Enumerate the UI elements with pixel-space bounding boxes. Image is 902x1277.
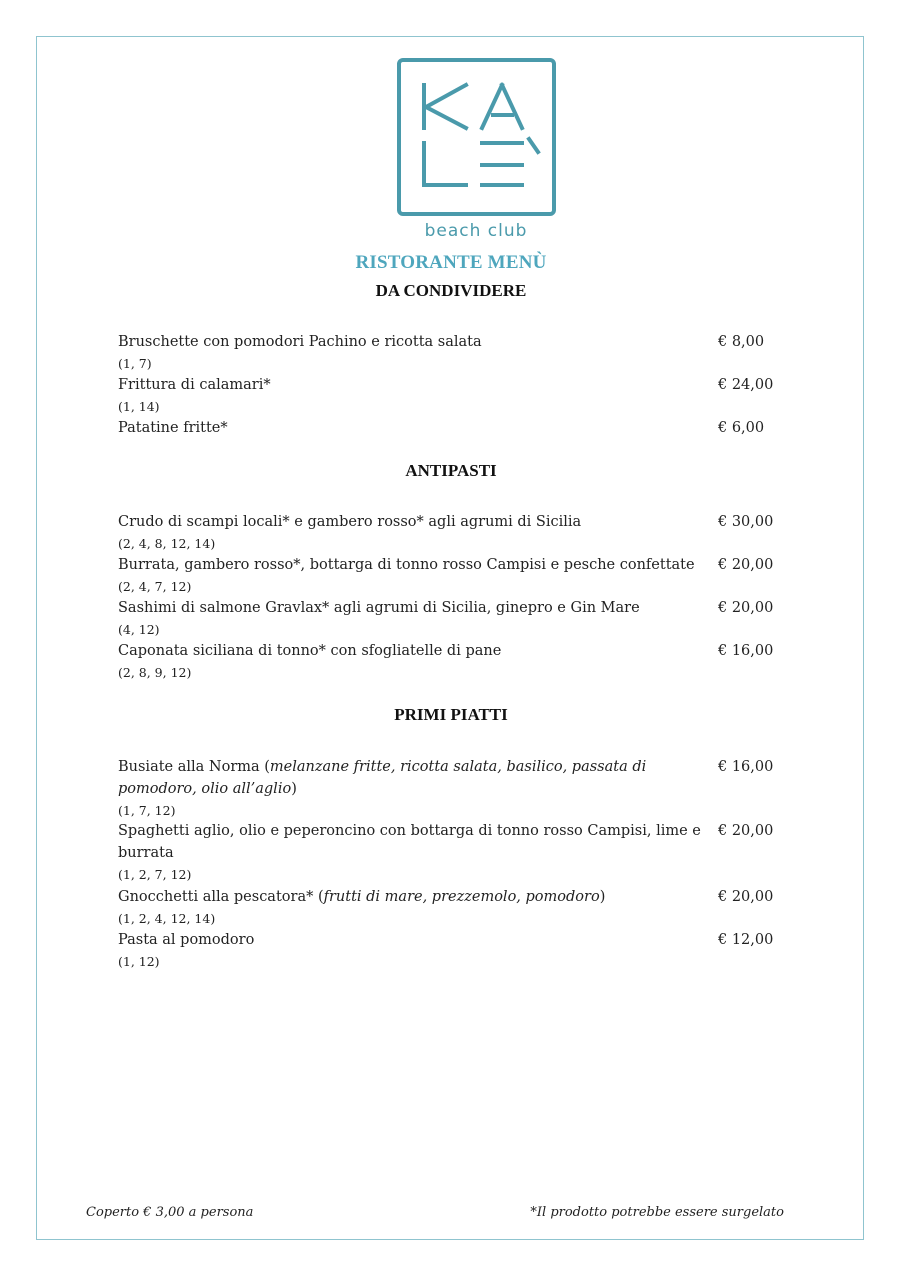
menu-item bbox=[118, 554, 778, 597]
item-allergens: (1, 2, 4, 12, 14) bbox=[118, 911, 216, 926]
item-price: € 16,00 bbox=[718, 643, 774, 659]
item-allergens: (2, 4, 7, 12) bbox=[118, 579, 192, 594]
item-name: Patatine fritte* bbox=[118, 420, 228, 436]
menu-item bbox=[118, 756, 778, 821]
item-name bbox=[118, 756, 703, 800]
menu-item bbox=[118, 640, 778, 683]
menu-item bbox=[118, 331, 778, 374]
item-name: Frittura di calamari* bbox=[118, 377, 271, 393]
cover-charge-note: Coperto € 3,00 a persona bbox=[86, 1205, 254, 1220]
logo-tagline: beach club bbox=[424, 221, 528, 241]
item-price: € 30,00 bbox=[718, 514, 774, 530]
item-price: € 20,00 bbox=[718, 823, 774, 839]
item-name bbox=[118, 886, 703, 908]
item-name-start: Busiate alla Norma ( bbox=[118, 759, 270, 775]
menu-item bbox=[118, 597, 778, 640]
menu-item bbox=[118, 820, 778, 885]
kale-logo bbox=[396, 57, 557, 241]
item-name: Spaghetti aglio, olio e peperoncino con bottarga di tonno rosso Campisi, lime e burrata bbox=[118, 823, 701, 861]
item-name-start: Gnocchetti alla pescatora* ( bbox=[118, 889, 324, 905]
item-allergens: (2, 8, 9, 12) bbox=[118, 665, 192, 680]
item-name: Sashimi di salmone Gravlax* agli agrumi di Sicilia, ginepro e Gin Mare bbox=[118, 600, 640, 616]
item-price: € 6,00 bbox=[718, 420, 765, 436]
item-price: € 20,00 bbox=[718, 889, 774, 905]
item-allergens: (1, 12) bbox=[118, 954, 160, 969]
item-price: € 20,00 bbox=[718, 600, 774, 616]
item-price: € 16,00 bbox=[718, 759, 774, 775]
item-name: Burrata, gambero rosso*, bottarga di tonno rosso Campisi e pesche confettate bbox=[118, 557, 695, 573]
item-allergens: (1, 14) bbox=[118, 399, 160, 414]
frozen-product-note: *Il prodotto potrebbe essere surgelato bbox=[530, 1205, 784, 1220]
item-price: € 8,00 bbox=[718, 334, 765, 350]
item-price: € 24,00 bbox=[718, 377, 774, 393]
item-name: Crudo di scampi locali* e gambero rosso* agli agrumi di Sicilia bbox=[118, 514, 582, 530]
item-name-end: ) bbox=[291, 781, 297, 797]
item-allergens: (1, 7, 12) bbox=[118, 803, 176, 818]
logo-image bbox=[396, 57, 557, 241]
section-heading-primi: PRIMI PIATTI bbox=[394, 705, 508, 724]
item-description: frutti di mare, prezzemolo, pomodoro bbox=[323, 889, 600, 905]
menu-title: RISTORANTE MENÙ bbox=[355, 252, 547, 273]
item-price: € 12,00 bbox=[718, 932, 774, 948]
item-allergens: (2, 4, 8, 12, 14) bbox=[118, 536, 216, 551]
section-heading-condividere: DA CONDIVIDERE bbox=[375, 281, 527, 300]
item-allergens: (1, 2, 7, 12) bbox=[118, 867, 192, 882]
item-name-end: ) bbox=[599, 889, 606, 905]
item-name: Pasta al pomodoro bbox=[118, 932, 255, 948]
item-name: Caponata siciliana di tonno* con sfogliatelle di pane bbox=[118, 643, 502, 659]
item-name: Bruschette con pomodori Pachino e ricotta salata bbox=[118, 334, 482, 350]
menu-item bbox=[118, 886, 778, 929]
item-description: melanzane fritte, ricotta salata, basilico, passata di pomodoro, olio all’aglio bbox=[118, 759, 647, 797]
item-allergens: (1, 7) bbox=[118, 356, 152, 371]
menu-item bbox=[118, 374, 778, 417]
menu-item bbox=[118, 417, 778, 439]
item-price: € 20,00 bbox=[718, 557, 774, 573]
menu-item bbox=[118, 511, 778, 554]
item-allergens: (4, 12) bbox=[118, 622, 160, 637]
section-heading-antipasti: ANTIPASTI bbox=[405, 461, 497, 480]
menu-item bbox=[118, 929, 778, 972]
